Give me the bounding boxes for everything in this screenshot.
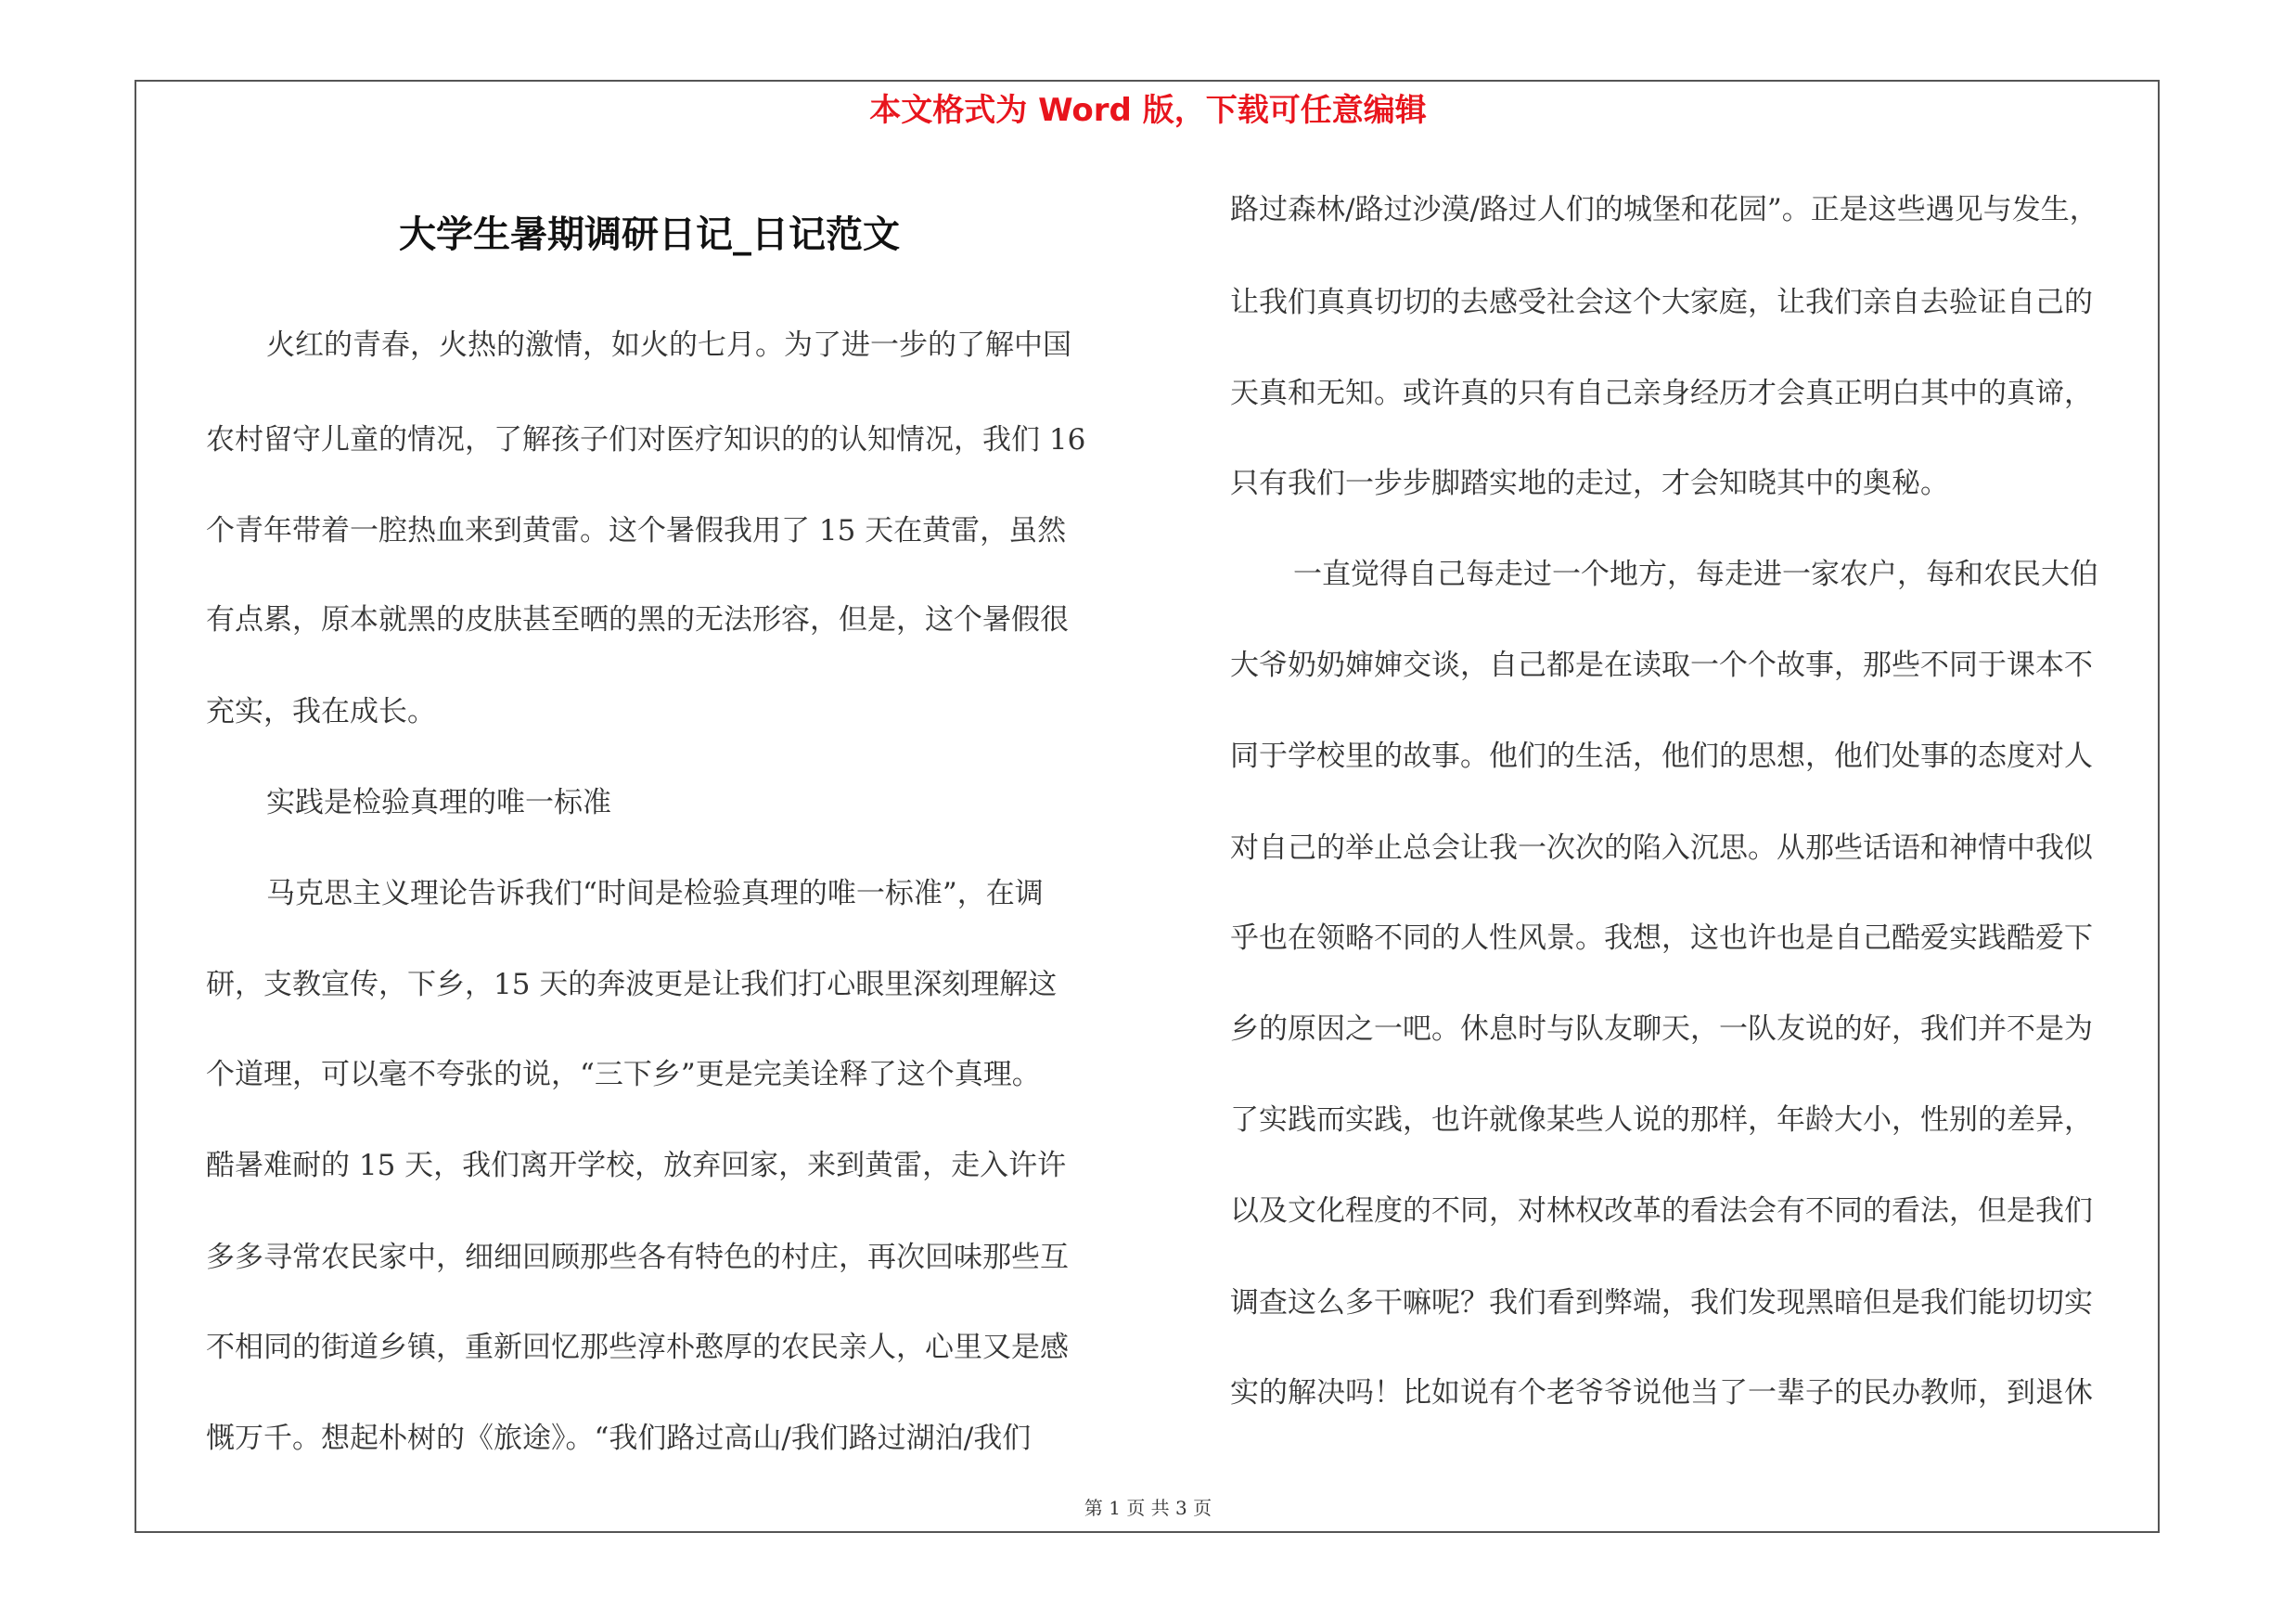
paragraph-line: 不相同的街道乡镇，重新回忆那些淳朴憨厚的农民亲人，心里又是感 [206,1331,1069,1364]
paragraph-line: 大爷奶奶婶婶交谈，自己都是在读取一个个故事，那些不同于课本不 [1230,649,2093,682]
paragraph-line: 同于学校里的故事。他们的生活，他们的思想，他们处事的态度对人 [1230,740,2093,773]
paragraph-line: 研，支教宣传，下乡，15 天的奔波更是让我们打心眼里深刻理解这 [206,968,1058,1001]
paragraph-line: 火红的青春，火热的激情，如火的七月。为了进一步的了解中国 [266,328,1071,362]
paragraph-line: 路过森林/路过沙漠/路过人们的城堡和花园”。正是这些遇见与发生， [1230,193,2098,226]
paragraph-line: 酷暑难耐的 15 天，我们离开学校，放弃回家，来到黄雷，走入许许 [206,1149,1067,1182]
paragraph-line: 乡的原因之一吧。休息时与队友聊天，一队友说的好，我们并不是为 [1230,1012,2093,1046]
paragraph-line: 多多寻常农民家中，细细回顾那些各有特色的村庄，再次回味那些互 [206,1241,1069,1274]
page-number: 第 1 页 共 3 页 [1084,1497,1212,1519]
paragraph-line: 有点累，原本就黑的皮肤甚至晒的黑的无法形容，但是，这个暑假很 [206,603,1069,637]
paragraph-line: 只有我们一步步脚踏实地的走过，才会知晓其中的奥秘。 [1230,467,1949,500]
paragraph-line: 农村留守儿童的情况，了解孩子们对医疗知识的的认知情况，我们 16 [206,423,1086,457]
document-title: 大学生暑期调研日记_日记范文 [399,213,900,256]
format-notice-banner: 本文格式为 Word 版，下载可任意编辑 [869,92,1427,129]
paragraph-line: 天真和无知。或许真的只有自己亲身经历才会真正明白其中的真谛， [1230,377,2093,410]
paragraph-line: 让我们真真切切的去感受社会这个大家庭，让我们亲自去验证自己的 [1230,286,2093,319]
paragraph-line: 一直觉得自己每走过一个地方，每走进一家农户，每和农民大伯 [1293,558,2098,591]
paragraph-line: 马克思主义理论告诉我们“时间是检验真理的唯一标准”，在调 [266,877,1044,910]
paragraph-line: 慨万千。想起朴树的《旅途》。“我们路过高山/我们路过湖泊/我们 [206,1422,1032,1455]
left-text-column [206,0,1157,1623]
right-text-column [1230,0,2181,1623]
paragraph-line: 了实践而实践，也许就像某些人说的那样，年龄大小，性别的差异， [1230,1103,2093,1137]
paragraph-line: 以及文化程度的不同，对林权改革的看法会有不同的看法，但是我们 [1230,1194,2093,1228]
paragraph-line: 个道理，可以毫不夸张的说，“三下乡”更是完美诠释了这个真理。 [206,1058,1041,1091]
paragraph-line: 充实，我在成长。 [206,695,436,728]
paragraph-line: 乎也在领略不同的人性风景。我想，这也许也是自己酷爱实践酷爱下 [1230,921,2093,955]
paragraph-line: 实的解决吗！比如说有个老爷爷说他当了一辈子的民办教师，到退休 [1230,1376,2093,1410]
section-heading: 实践是检验真理的唯一标准 [266,786,611,819]
paragraph-line: 个青年带着一腔热血来到黄雷。这个暑假我用了 15 天在黄雷，虽然 [206,514,1067,547]
paragraph-line: 调查这么多干嘛呢？我们看到弊端，我们发现黑暗但是我们能切切实 [1230,1286,2093,1320]
paragraph-line: 对自己的举止总会让我一次次的陷入沉思。从那些话语和神情中我似 [1230,831,2093,865]
